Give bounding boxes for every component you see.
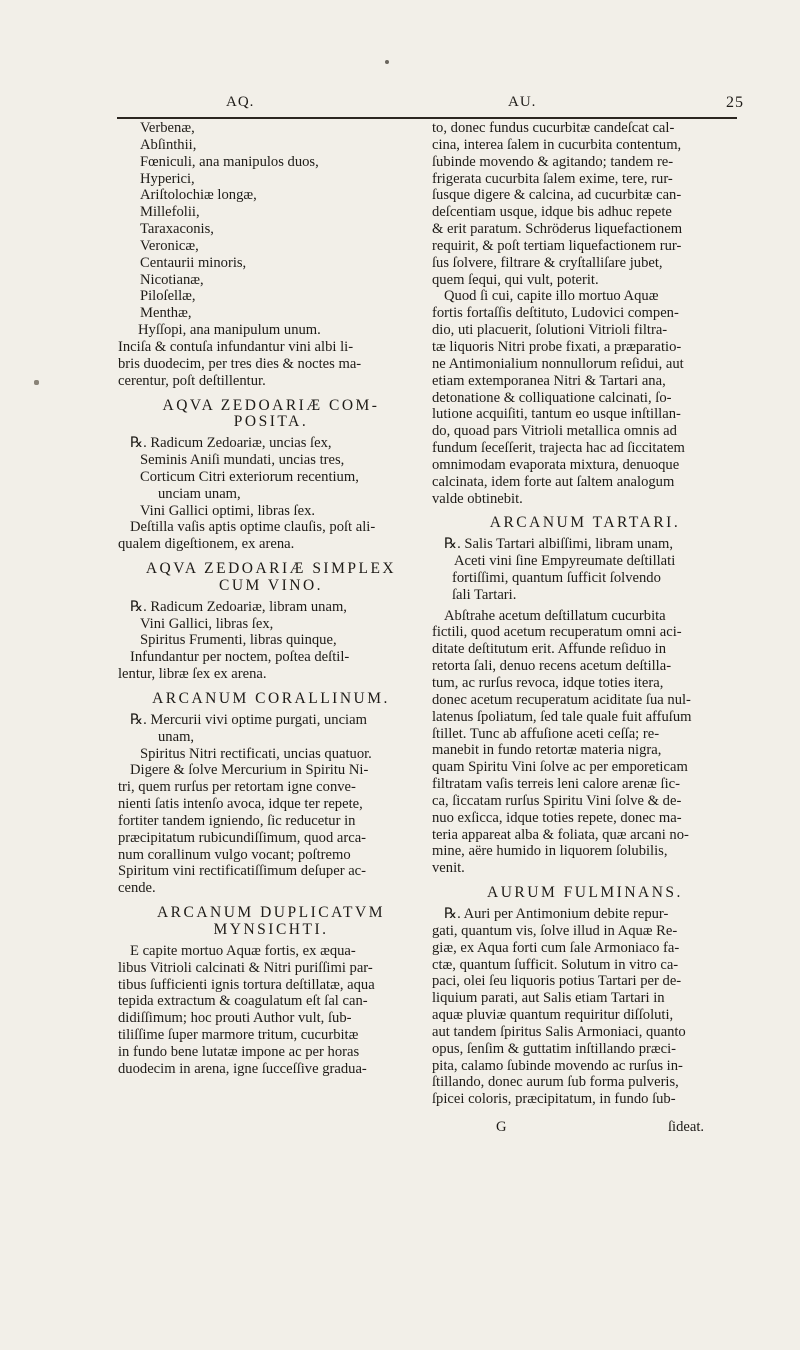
text-line: dio, uti placuerit, ſolutioni Vitrioli filtra- bbox=[432, 322, 668, 339]
text-line: Deſtilla vaſis aptis optime clauſis, poſt ali- bbox=[130, 519, 376, 536]
section-heading: AURUM FULMINANS. bbox=[487, 884, 683, 902]
text-line: cerentur, poſt deſtillentur. bbox=[118, 372, 266, 389]
text-line: detonatione & colliquatione calcinati, ſo- bbox=[432, 389, 672, 406]
text-line: Vini Gallici optimi, libras ſex. bbox=[140, 502, 316, 519]
text-line: donec acetum recuperatum aciditate ſua nul- bbox=[432, 691, 691, 708]
text-line: mine, aëre humido in liquorem ſolubilis, bbox=[432, 843, 668, 860]
text-line: præcipitatum rubicundiſſimum, quod arca- bbox=[118, 829, 367, 846]
text-line: num corallinum vulgo vocant; poſtremo bbox=[118, 846, 351, 863]
text-line: Hyperici, bbox=[140, 170, 195, 187]
text-line: lutione acquiſiti, tantum eo usque inſtillan- bbox=[432, 406, 681, 423]
text-line: tepida extractum & coagulatum eſt ſal can- bbox=[118, 993, 368, 1010]
text-line: Verbenæ, bbox=[140, 120, 195, 136]
text-line: Quod ſi cui, capite illo mortuo Aquæ bbox=[444, 288, 659, 305]
section-heading: CUM VINO. bbox=[218, 576, 324, 594]
text-line: ℞. Salis Tartari albiſſimi, libram unam, bbox=[444, 536, 674, 553]
text-line: unam, bbox=[158, 728, 195, 745]
text-line: giæ, ex Aqua forti cum ſale Armoniaco fa- bbox=[432, 939, 680, 956]
text-line: aquæ pluviæ quantum requiritur diſſoluti, bbox=[432, 1007, 674, 1024]
text-line: cende. bbox=[118, 880, 156, 897]
text-line: libus Vitrioli calcinati & Nitri puriſſimi par- bbox=[118, 959, 373, 976]
text-line: fortiſſimi, quantum ſufficit ſolvendo bbox=[452, 569, 661, 586]
text-line: ſali Tartari. bbox=[452, 586, 517, 603]
text-line: fictili, quod acetum recuperatum omni aci- bbox=[432, 624, 682, 641]
text-line: ſtillando, donec aurum ſub forma pulveris, bbox=[432, 1074, 679, 1091]
ink-speck bbox=[385, 60, 389, 64]
text-line: didiſſimum; hoc prouti Author vult, ſub- bbox=[118, 1010, 352, 1027]
text-line: Vini Gallici, libras ſex, bbox=[140, 615, 274, 632]
page-footer bbox=[496, 1119, 736, 1137]
text-line: ſpicei coloris, præcipitatum, in fundo ſub- bbox=[432, 1091, 676, 1108]
text-line: pita, calamo ſubinde movendo ac rurſus in- bbox=[432, 1057, 683, 1074]
text-line: manebit in fundo retortæ materia nigra, bbox=[432, 742, 662, 759]
text-line: Menthæ, bbox=[140, 305, 192, 322]
text-line: Ariſtolochiæ longæ, bbox=[140, 187, 257, 204]
catchword: ſideat. bbox=[668, 1119, 705, 1135]
text-line: frigerata cucurbita ſalem exime, tere, rur- bbox=[432, 170, 673, 187]
running-head-right: AU. bbox=[508, 94, 537, 110]
text-line: ne Antimonialium nonnullorum reſidui, aut bbox=[432, 355, 684, 372]
text-line: tiliſſime ſuper marmore tritum, cucurbitæ bbox=[118, 1027, 359, 1044]
text-line: nuo exſicca, idque toties repete, donec ma- bbox=[432, 809, 682, 826]
section-heading: AQVA ZEDOARIÆ SIMPLEX bbox=[145, 560, 397, 578]
text-line: Taraxaconis, bbox=[140, 221, 214, 238]
text-line: paci, olei ſeu liquoris potius Tartari per de- bbox=[432, 973, 682, 990]
section-heading: POSITA. bbox=[233, 413, 309, 431]
running-head-left: AQ. bbox=[226, 94, 255, 110]
text-line: unciam unam, bbox=[158, 485, 241, 502]
text-line: lentur, libræ ſex ex arena. bbox=[118, 666, 267, 683]
ink-speck bbox=[34, 380, 39, 385]
text-line: bris duodecim, per tres dies & noctes ma- bbox=[118, 355, 362, 372]
text-line: Hyſſopi, ana manipulum unum. bbox=[138, 322, 321, 339]
text-line: Millefolii, bbox=[140, 204, 200, 221]
text-line: tibus ſufficienti ignis tortura deſtillatæ, aqua bbox=[118, 976, 375, 993]
text-line: ctæ, quantum ſufficit. Solutum in vitro ca- bbox=[432, 956, 679, 973]
text-line: Infundantur per noctem, poſtea deſtil- bbox=[130, 649, 350, 666]
running-head bbox=[0, 94, 800, 114]
text-line: in fundo bene lutatæ impone ac per horas bbox=[118, 1043, 360, 1060]
signature-mark: G bbox=[496, 1119, 507, 1135]
section-heading: MYNSICHTI. bbox=[213, 920, 329, 938]
text-line: tum, ac rurſus revoca, idque toties itera, bbox=[432, 675, 664, 691]
text-line: venit. bbox=[432, 860, 465, 877]
text-line: valde obtinebit. bbox=[432, 490, 523, 507]
page-number: 25 bbox=[726, 94, 744, 111]
section-heading: ARCANUM CORALLINUM. bbox=[152, 690, 390, 707]
text-line: duodecim in arena, igne ſucceſſive gradua- bbox=[118, 1060, 367, 1077]
text-line: cina, interea ſalem in cucurbita contentum, bbox=[432, 136, 682, 153]
text-line: Spiritus Nitri rectificati, uncias quatuor. bbox=[140, 745, 372, 762]
right-column bbox=[432, 120, 738, 1108]
text-line: ℞. Mercurii vivi optime purgati, unciam bbox=[130, 711, 367, 728]
text-line: Corticum Citri exteriorum recentium, bbox=[140, 468, 359, 485]
text-line: Nicotianæ, bbox=[140, 271, 204, 288]
text-line: nienti ſatis intenſo avoca, idque ter repete, bbox=[118, 796, 363, 813]
text-line: to, donec fundus cucurbitæ candeſcat cal- bbox=[432, 120, 675, 136]
text-line: ℞. Radicum Zedoariæ, libram unam, bbox=[130, 598, 347, 615]
text-line: fundum ſeceſſerit, trajecta hac ad ſiccitatem bbox=[432, 440, 685, 457]
text-line: quam Spiritu Vini ſolve ac per emporeticam bbox=[432, 759, 688, 776]
text-line: filtratam vaſis terreis leni calore arenæ ſic- bbox=[432, 776, 680, 793]
text-line: deſcentiam usque, idque bis adhuc repete bbox=[432, 204, 672, 221]
text-line: retorta ſali, denuo recens acetum deſtilla- bbox=[432, 658, 672, 675]
text-line: Veronicæ, bbox=[140, 237, 199, 254]
text-line: ℞. Radicum Zedoariæ, uncias ſex, bbox=[130, 435, 332, 452]
text-line: & erit paratum. Schröderus liquefactionem bbox=[432, 221, 683, 238]
text-line: Abſtrahe acetum deſtillatum cucurbita bbox=[444, 607, 666, 624]
text-line: tæ liquoris Nitri probe fixati, a præparatio- bbox=[432, 338, 682, 355]
text-line: calcinata, idem forte aut ſaltem analogum bbox=[432, 473, 675, 490]
text-line: teria appareat alba & foliata, quæ arcani no- bbox=[432, 826, 689, 843]
text-line: qualem digeſtionem, ex arena. bbox=[118, 536, 295, 553]
text-line: fortiter tandem igniendo, ſic reducetur in bbox=[118, 812, 356, 829]
text-line: opus, ſenſim & guttatim inſtillando præci- bbox=[432, 1040, 677, 1057]
text-line: Spiritus Frumenti, libras quinque, bbox=[140, 632, 337, 649]
section-heading: AQVA ZEDOARIÆ COM- bbox=[162, 396, 380, 414]
text-line: liquium parati, aut Salis etiam Tartari in bbox=[432, 990, 665, 1007]
text-line: ſubinde movendo & agitando; tandem re- bbox=[432, 153, 674, 170]
text-line: etiam extemporanea Nitri & Tartari ana, bbox=[432, 372, 666, 389]
text-line: ſus ſolvere, filtrare & cryſtalliſare jubet, bbox=[432, 254, 663, 271]
text-line: aut tandem ſpiritus Salis Armoniaci, quanto bbox=[432, 1023, 686, 1040]
text-line: Abſinthii, bbox=[140, 136, 197, 153]
text-line: omnimodam evaporata mixtura, denuoque bbox=[432, 456, 680, 473]
text-line: quem ſequi, qui vult, poterit. bbox=[432, 271, 599, 288]
left-column bbox=[118, 120, 424, 1078]
text-line: Centaurii minoris, bbox=[140, 254, 247, 271]
text-line: Inciſa & contuſa infundantur vini albi li- bbox=[118, 338, 354, 355]
header-rule bbox=[117, 117, 737, 119]
text-line: Seminis Aniſi mundati, uncias tres, bbox=[140, 452, 345, 469]
text-line: requirit, & poſt tertiam liquefactionem rur- bbox=[432, 237, 682, 254]
text-line: ca, ſiccatam rurſus Spiritu Vini ſolve & de- bbox=[432, 792, 682, 809]
text-line: Spiritum vini rectificatiſſimum deſuper ac- bbox=[118, 863, 367, 880]
text-line: Fœniculi, ana manipulos duos, bbox=[140, 153, 319, 170]
section-heading: ARCANUM DUPLICATVM bbox=[156, 904, 385, 922]
text-line: latenus ſpoliatum, ſed tale quale fuit affuſum bbox=[432, 708, 692, 725]
text-line: do, quoad pars Vitrioli metallica omnis ad bbox=[432, 423, 677, 440]
section-heading: ARCANUM TARTARI. bbox=[489, 514, 681, 532]
text-line: gati, quantum vis, ſolve illud in Aquæ Re- bbox=[432, 922, 678, 939]
text-line: E capite mortuo Aquæ fortis, ex æqua- bbox=[130, 942, 356, 959]
text-line: Piloſellæ, bbox=[140, 288, 196, 305]
text-line: ℞. Auri per Antimonium debite repur- bbox=[444, 905, 669, 922]
text-line: ditate deſtitutum erit. Affunde reſiduo in bbox=[432, 641, 666, 658]
text-line: fortis fortaſſis deſtituto, Ludovici compen- bbox=[432, 305, 679, 322]
text-line: tri, quem rurſus per retortam igne conve- bbox=[118, 779, 356, 796]
text-line: ſusque digere & calcina, ad cucurbitæ can- bbox=[432, 187, 682, 204]
text-line: ſtillet. Tunc ab affuſione aceti ceſſa; re- bbox=[432, 725, 660, 742]
text-line: Aceti vini ſine Empyreumate deſtillati bbox=[454, 553, 676, 570]
text-line: Digere & ſolve Mercurium in Spiritu Ni- bbox=[130, 762, 369, 779]
